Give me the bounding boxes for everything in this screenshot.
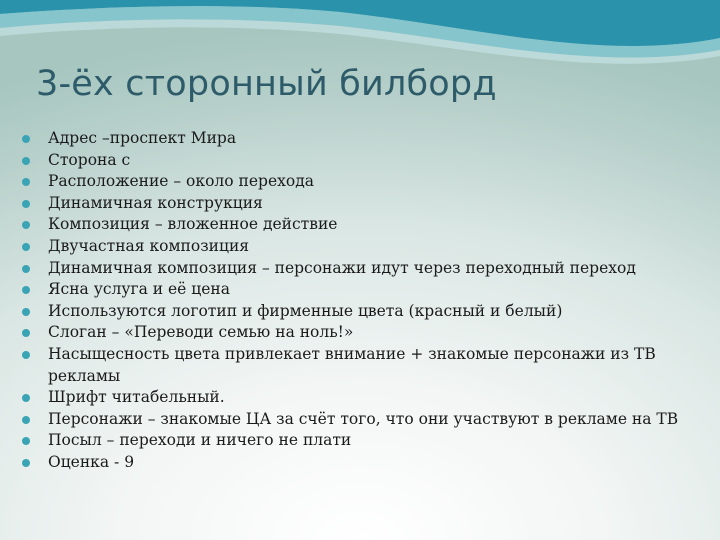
list-item-text: Персонажи – знакомые ЦА за счёт того, что они участвуют в рекламе на ТВ (48, 409, 679, 428)
list-item-text: Шрифт читабельный. (48, 388, 225, 407)
list-item-text: Слоган – «Переводи семью на ноль!» (48, 323, 354, 342)
list-item-text: Посыл – переходи и ничего не плати (48, 431, 352, 450)
list-item-text: Сторона с (48, 150, 131, 169)
bullet-dot-icon (22, 157, 30, 165)
bullet-dot-icon (22, 221, 30, 229)
list-item-text: Ясна услуга и её цена (48, 280, 230, 299)
bullet-dot-icon (22, 437, 30, 445)
bullet-dot-icon (22, 135, 30, 143)
bullet-dot-icon (22, 286, 30, 294)
list-item-text: Композиция – вложенное действие (48, 215, 338, 234)
list-item (48, 171, 698, 193)
bullet-dot-icon (22, 459, 30, 467)
list-item (48, 279, 698, 301)
list-item (48, 452, 698, 474)
top-wave-decoration (0, 0, 720, 70)
list-item (48, 409, 698, 431)
list-item (48, 214, 698, 236)
bullet-dot-icon (22, 394, 30, 402)
list-item (48, 344, 698, 387)
bullet-dot-icon (22, 351, 30, 359)
list-item-text: Двучастная композиция (48, 236, 250, 255)
bullet-dot-icon (22, 329, 30, 337)
list-item (48, 322, 698, 344)
bullet-dot-icon (22, 308, 30, 316)
list-item (48, 387, 698, 409)
list-item-text: Насыщесность цвета привлекает внимание + знакомые персонажи из ТВ рекламы (48, 344, 656, 385)
list-item (48, 430, 698, 452)
slide-title: 3-ёх сторонный билборд (36, 64, 497, 104)
list-item-text: Адрес –проспект Мира (48, 129, 237, 147)
bullet-dot-icon (22, 200, 30, 208)
list-item-text: Используются логотип и фирменные цвета (красный и белый) (48, 301, 563, 320)
bullet-dot-icon (22, 416, 30, 424)
list-item (48, 128, 698, 150)
list-item-text: Динамичная композиция – персонажи идут через переходный переход (48, 258, 636, 277)
bullet-dot-icon (22, 265, 30, 273)
list-item (48, 301, 698, 323)
list-item-text: Расположение – около перехода (48, 172, 314, 191)
list-item-text: Оценка - 9 (48, 452, 135, 471)
bullet-list (48, 128, 698, 474)
bullet-dot-icon (22, 178, 30, 186)
list-item (48, 258, 698, 280)
bullet-dot-icon (22, 243, 30, 251)
list-item (48, 193, 698, 215)
list-item (48, 150, 698, 172)
list-item (48, 236, 698, 258)
list-item-text: Динамичная конструкция (48, 193, 263, 212)
